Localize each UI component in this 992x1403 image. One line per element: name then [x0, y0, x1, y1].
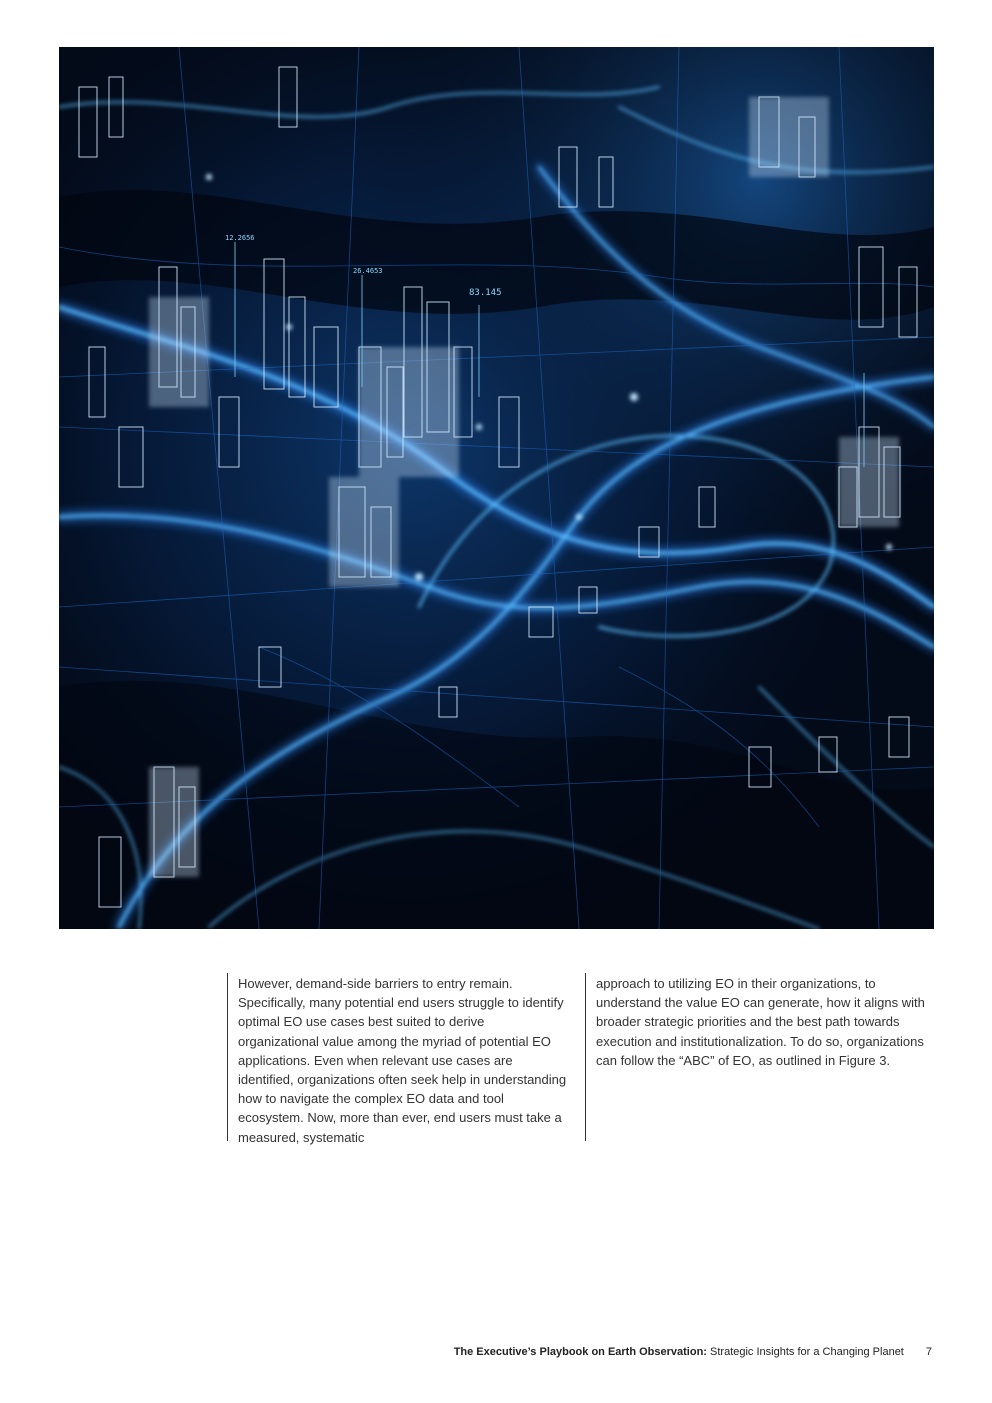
hero-map-label: 26.4653	[353, 267, 383, 275]
body-column-left	[227, 973, 567, 1145]
paragraph-right: approach to utilizing EO in their organizations, to understand the value EO can generate, how it aligns with broader strategic priorities and the best path towards execution and institutionalization. To do so, organizations can follow the “ABC” of EO, as outlined in Figure 3.	[596, 976, 925, 1068]
body-column-right	[585, 973, 937, 1141]
hero-map-label: 12.2656	[225, 234, 255, 242]
footer-title-bold: The Executive’s Playbook on Earth Observation:	[453, 1346, 707, 1358]
hero-illustration	[59, 47, 934, 929]
page-number: 7	[925, 1346, 932, 1358]
hero-map-label: 83.145	[469, 288, 502, 298]
hero-city-network-image	[59, 47, 934, 929]
page-footer	[454, 1346, 932, 1358]
paragraph-left: However, demand-side barriers to entry remain. Specifically, many potential end users struggle to identify optimal EO use cases best suited to derive organizational value among the myriad of potential EO applications. Even when relevant use cases are identified, organizations often seek help in understanding how to navigate the complex EO data and tool ecosystem. Now, more than ever, end users must take a measured, systematic	[238, 976, 567, 1145]
footer-title-regular: Strategic Insights for a Changing Planet	[706, 1346, 904, 1358]
